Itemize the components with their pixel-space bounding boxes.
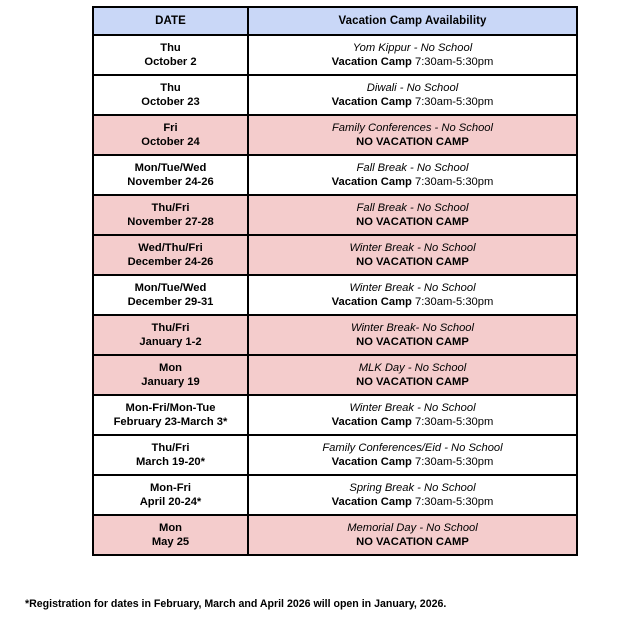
date-cell	[93, 75, 248, 115]
day-of-week: Thu/Fri	[151, 202, 190, 214]
camp-hours: 7:30am-5:30pm	[411, 296, 494, 308]
day-of-week: Thu/Fri	[151, 442, 190, 454]
date-range: March 19-20*	[135, 456, 206, 468]
day-of-week: Mon/Tue/Wed	[134, 162, 207, 174]
date-cell	[93, 515, 248, 555]
holiday-note: Family Conferences/Eid - No School	[322, 442, 503, 454]
holiday-note: Winter Break - No School	[349, 242, 476, 254]
camp-status	[249, 495, 576, 509]
day-of-week: Thu	[160, 82, 181, 94]
availability-cell	[248, 275, 577, 315]
camp-hours: 7:30am-5:30pm	[411, 176, 494, 188]
holiday-note: Winter Break- No School	[350, 322, 474, 334]
registration-footnote: *Registration for dates in February, March and April 2026 will open in January, 2026.	[25, 598, 447, 610]
availability-cell	[248, 315, 577, 355]
availability-cell	[248, 35, 577, 75]
table-row	[93, 435, 577, 475]
camp-status	[249, 55, 576, 69]
table-row	[93, 355, 577, 395]
date-cell	[93, 35, 248, 75]
table-row	[93, 75, 577, 115]
holiday-note: Family Conferences - No School	[331, 122, 494, 134]
day-of-week: Fri	[163, 122, 178, 134]
date-range: October 24	[141, 136, 200, 148]
camp-closed-notice: NO VACATION CAMP	[356, 536, 469, 548]
camp-status	[249, 295, 576, 309]
date-range: January 19	[141, 376, 200, 388]
date-cell	[93, 435, 248, 475]
availability-cell	[248, 355, 577, 395]
camp-label: Vacation Camp	[331, 416, 412, 428]
camp-status	[249, 455, 576, 469]
holiday-note: Fall Break - No School	[356, 162, 469, 174]
date-range: November 27-28	[127, 216, 214, 228]
availability-cell	[248, 515, 577, 555]
camp-hours: 7:30am-5:30pm	[411, 416, 494, 428]
camp-status	[249, 175, 576, 189]
day-of-week: Thu/Fri	[151, 322, 190, 334]
table-row	[93, 515, 577, 555]
day-of-week: Mon	[159, 362, 182, 374]
date-range: May 25	[151, 536, 190, 548]
camp-closed-notice: NO VACATION CAMP	[356, 216, 469, 228]
camp-label: Vacation Camp	[331, 96, 412, 108]
table-row	[93, 155, 577, 195]
day-of-week: Mon	[159, 522, 182, 534]
date-range: January 1-2	[139, 336, 202, 348]
holiday-note: Spring Break - No School	[349, 482, 476, 494]
day-of-week: Mon/Tue/Wed	[134, 282, 207, 294]
availability-cell	[248, 155, 577, 195]
availability-cell	[248, 395, 577, 435]
date-cell	[93, 395, 248, 435]
availability-cell	[248, 235, 577, 275]
availability-cell	[248, 435, 577, 475]
date-cell	[93, 475, 248, 515]
date-cell	[93, 355, 248, 395]
table-row	[93, 35, 577, 75]
holiday-note: MLK Day - No School	[358, 362, 467, 374]
date-range: November 24-26	[127, 176, 214, 188]
date-cell	[93, 275, 248, 315]
camp-closed-notice: NO VACATION CAMP	[356, 376, 469, 388]
availability-column-header: Vacation Camp Availability	[248, 7, 577, 35]
table-row	[93, 195, 577, 235]
camp-hours: 7:30am-5:30pm	[411, 496, 494, 508]
table-row	[93, 315, 577, 355]
camp-hours: 7:30am-5:30pm	[411, 56, 494, 68]
table-header-row	[93, 7, 577, 35]
date-range: April 20-24*	[139, 496, 202, 508]
camp-closed-notice: NO VACATION CAMP	[356, 336, 469, 348]
day-of-week: Mon-Fri	[149, 482, 191, 494]
table-row	[93, 275, 577, 315]
availability-cell	[248, 475, 577, 515]
holiday-note: Memorial Day - No School	[347, 522, 478, 534]
holiday-note: Fall Break - No School	[356, 202, 469, 214]
camp-label: Vacation Camp	[331, 56, 412, 68]
table-row	[93, 475, 577, 515]
date-range: February 23-March 3*	[113, 416, 228, 428]
camp-label: Vacation Camp	[331, 296, 412, 308]
date-cell	[93, 115, 248, 155]
day-of-week: Thu	[160, 42, 181, 54]
date-range: October 23	[141, 96, 200, 108]
camp-label: Vacation Camp	[331, 176, 412, 188]
camp-status	[249, 95, 576, 109]
date-cell	[93, 195, 248, 235]
availability-cell	[248, 115, 577, 155]
camp-label: Vacation Camp	[331, 496, 412, 508]
camp-status	[249, 415, 576, 429]
date-cell	[93, 155, 248, 195]
camp-hours: 7:30am-5:30pm	[411, 96, 494, 108]
holiday-note: Yom Kippur - No School	[352, 42, 473, 54]
date-range: October 2	[144, 56, 197, 68]
camp-closed-notice: NO VACATION CAMP	[356, 256, 469, 268]
table-row	[93, 115, 577, 155]
camp-label: Vacation Camp	[331, 456, 412, 468]
table-row	[93, 235, 577, 275]
date-cell	[93, 315, 248, 355]
day-of-week: Wed/Thu/Fri	[138, 242, 203, 254]
availability-cell	[248, 75, 577, 115]
holiday-note: Diwali - No School	[366, 82, 459, 94]
date-cell	[93, 235, 248, 275]
table-body	[93, 35, 577, 555]
camp-closed-notice: NO VACATION CAMP	[356, 136, 469, 148]
camp-hours: 7:30am-5:30pm	[411, 456, 494, 468]
vacation-camp-table	[92, 6, 578, 556]
availability-cell	[248, 195, 577, 235]
date-range: December 29-31	[127, 296, 214, 308]
table-row	[93, 395, 577, 435]
date-column-header: DATE	[93, 7, 248, 35]
holiday-note: Winter Break - No School	[349, 402, 476, 414]
holiday-note: Winter Break - No School	[349, 282, 476, 294]
day-of-week: Mon-Fri/Mon-Tue	[125, 402, 216, 414]
date-range: December 24-26	[127, 256, 214, 268]
